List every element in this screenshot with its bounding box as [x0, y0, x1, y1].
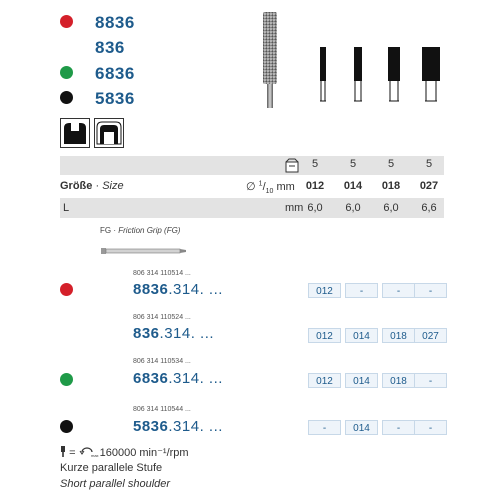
green-dot-row-6836: [60, 373, 73, 386]
qty-1: 5: [311, 158, 319, 170]
rotation-icon: [79, 446, 97, 457]
product-code-836: 836.314. ...: [133, 325, 215, 342]
svg-text:max: max: [90, 453, 99, 458]
code-6836: 6836: [95, 64, 135, 83]
size-cell-5836-012[interactable]: -: [308, 420, 341, 435]
size-cell-8836-027[interactable]: -: [414, 283, 447, 298]
size-cell-5836-018[interactable]: -: [382, 420, 415, 435]
qty-3: 5: [387, 158, 395, 170]
size-cell-5836-027[interactable]: -: [414, 420, 447, 435]
size-cell-6836-012[interactable]: 012: [308, 373, 341, 388]
qty-2: 5: [349, 158, 357, 170]
description-de: Kurze parallele Stufe: [60, 462, 163, 474]
size-cell-6836-027[interactable]: -: [414, 373, 447, 388]
red-dot-row-8836: [60, 283, 73, 296]
size-cell-8836-014[interactable]: -: [345, 283, 378, 298]
ref-number-836: 806 314 110524 ...: [133, 314, 191, 321]
size-012: 012: [305, 180, 325, 192]
code-8836: 8836: [95, 13, 135, 32]
size-cell-836-027[interactable]: 027: [414, 328, 447, 343]
size-unit: ∅ $^1/_{10}$ mm: [246, 180, 295, 196]
size-cell-836-014[interactable]: 014: [345, 328, 378, 343]
product-code-8836: 8836.314. ...: [133, 281, 223, 298]
green-dot-6836: [60, 66, 73, 79]
shank-label: FG · Friction Grip (FG): [100, 226, 181, 235]
size-silhouette-012-icon: [313, 45, 333, 105]
length-2: 6,0: [345, 202, 361, 214]
size-silhouette-027-icon: [419, 45, 443, 105]
package-icon: [284, 158, 300, 173]
length-3: 6,0: [383, 202, 399, 214]
tooth-cavity-icon: [60, 118, 90, 148]
description-en: Short parallel shoulder: [60, 478, 171, 490]
ref-number-5836: 806 314 110544 ...: [133, 406, 191, 413]
size-cell-8836-012[interactable]: 012: [308, 283, 341, 298]
size-cell-6836-018[interactable]: 018: [382, 373, 415, 388]
product-code-5836: 5836.314. ...: [133, 418, 223, 435]
size-014: 014: [343, 180, 363, 192]
code-5836: 5836: [95, 89, 135, 108]
size-label: Größe · Size: [60, 180, 124, 192]
qty-4: 5: [425, 158, 433, 170]
size-cell-836-012[interactable]: 012: [308, 328, 341, 343]
size-cell-8836-018[interactable]: -: [382, 283, 415, 298]
black-dot-row-5836: [60, 420, 73, 433]
black-dot-5836: [60, 91, 73, 104]
length-unit: mm: [285, 202, 304, 214]
size-cell-6836-014[interactable]: 014: [345, 373, 378, 388]
code-836: 836: [95, 38, 125, 57]
fg-shank-icon: [100, 244, 190, 258]
tooth-crown-prep-icon: [94, 118, 124, 148]
ref-number-6836: 806 314 110534 ...: [133, 358, 191, 365]
size-027: 027: [419, 180, 439, 192]
size-018: 018: [381, 180, 401, 192]
size-silhouette-018-icon: [383, 45, 405, 105]
bur-mini-icon: [60, 446, 66, 457]
size-cell-836-018[interactable]: 018: [382, 328, 415, 343]
product-code-6836: 6836.314. ...: [133, 370, 223, 387]
bur-photo-icon: [255, 10, 285, 110]
ref-number-8836: 806 314 110514 ...: [133, 270, 191, 277]
length-4: 6,6: [421, 202, 437, 214]
size-silhouette-014-icon: [348, 45, 368, 105]
red-dot-8836: [60, 15, 73, 28]
speed-line: = max 160000 min⁻¹/rpm: [60, 446, 189, 459]
length-1: 6,0: [307, 202, 323, 214]
size-cell-5836-014[interactable]: 014: [345, 420, 378, 435]
length-label: L: [63, 202, 70, 214]
